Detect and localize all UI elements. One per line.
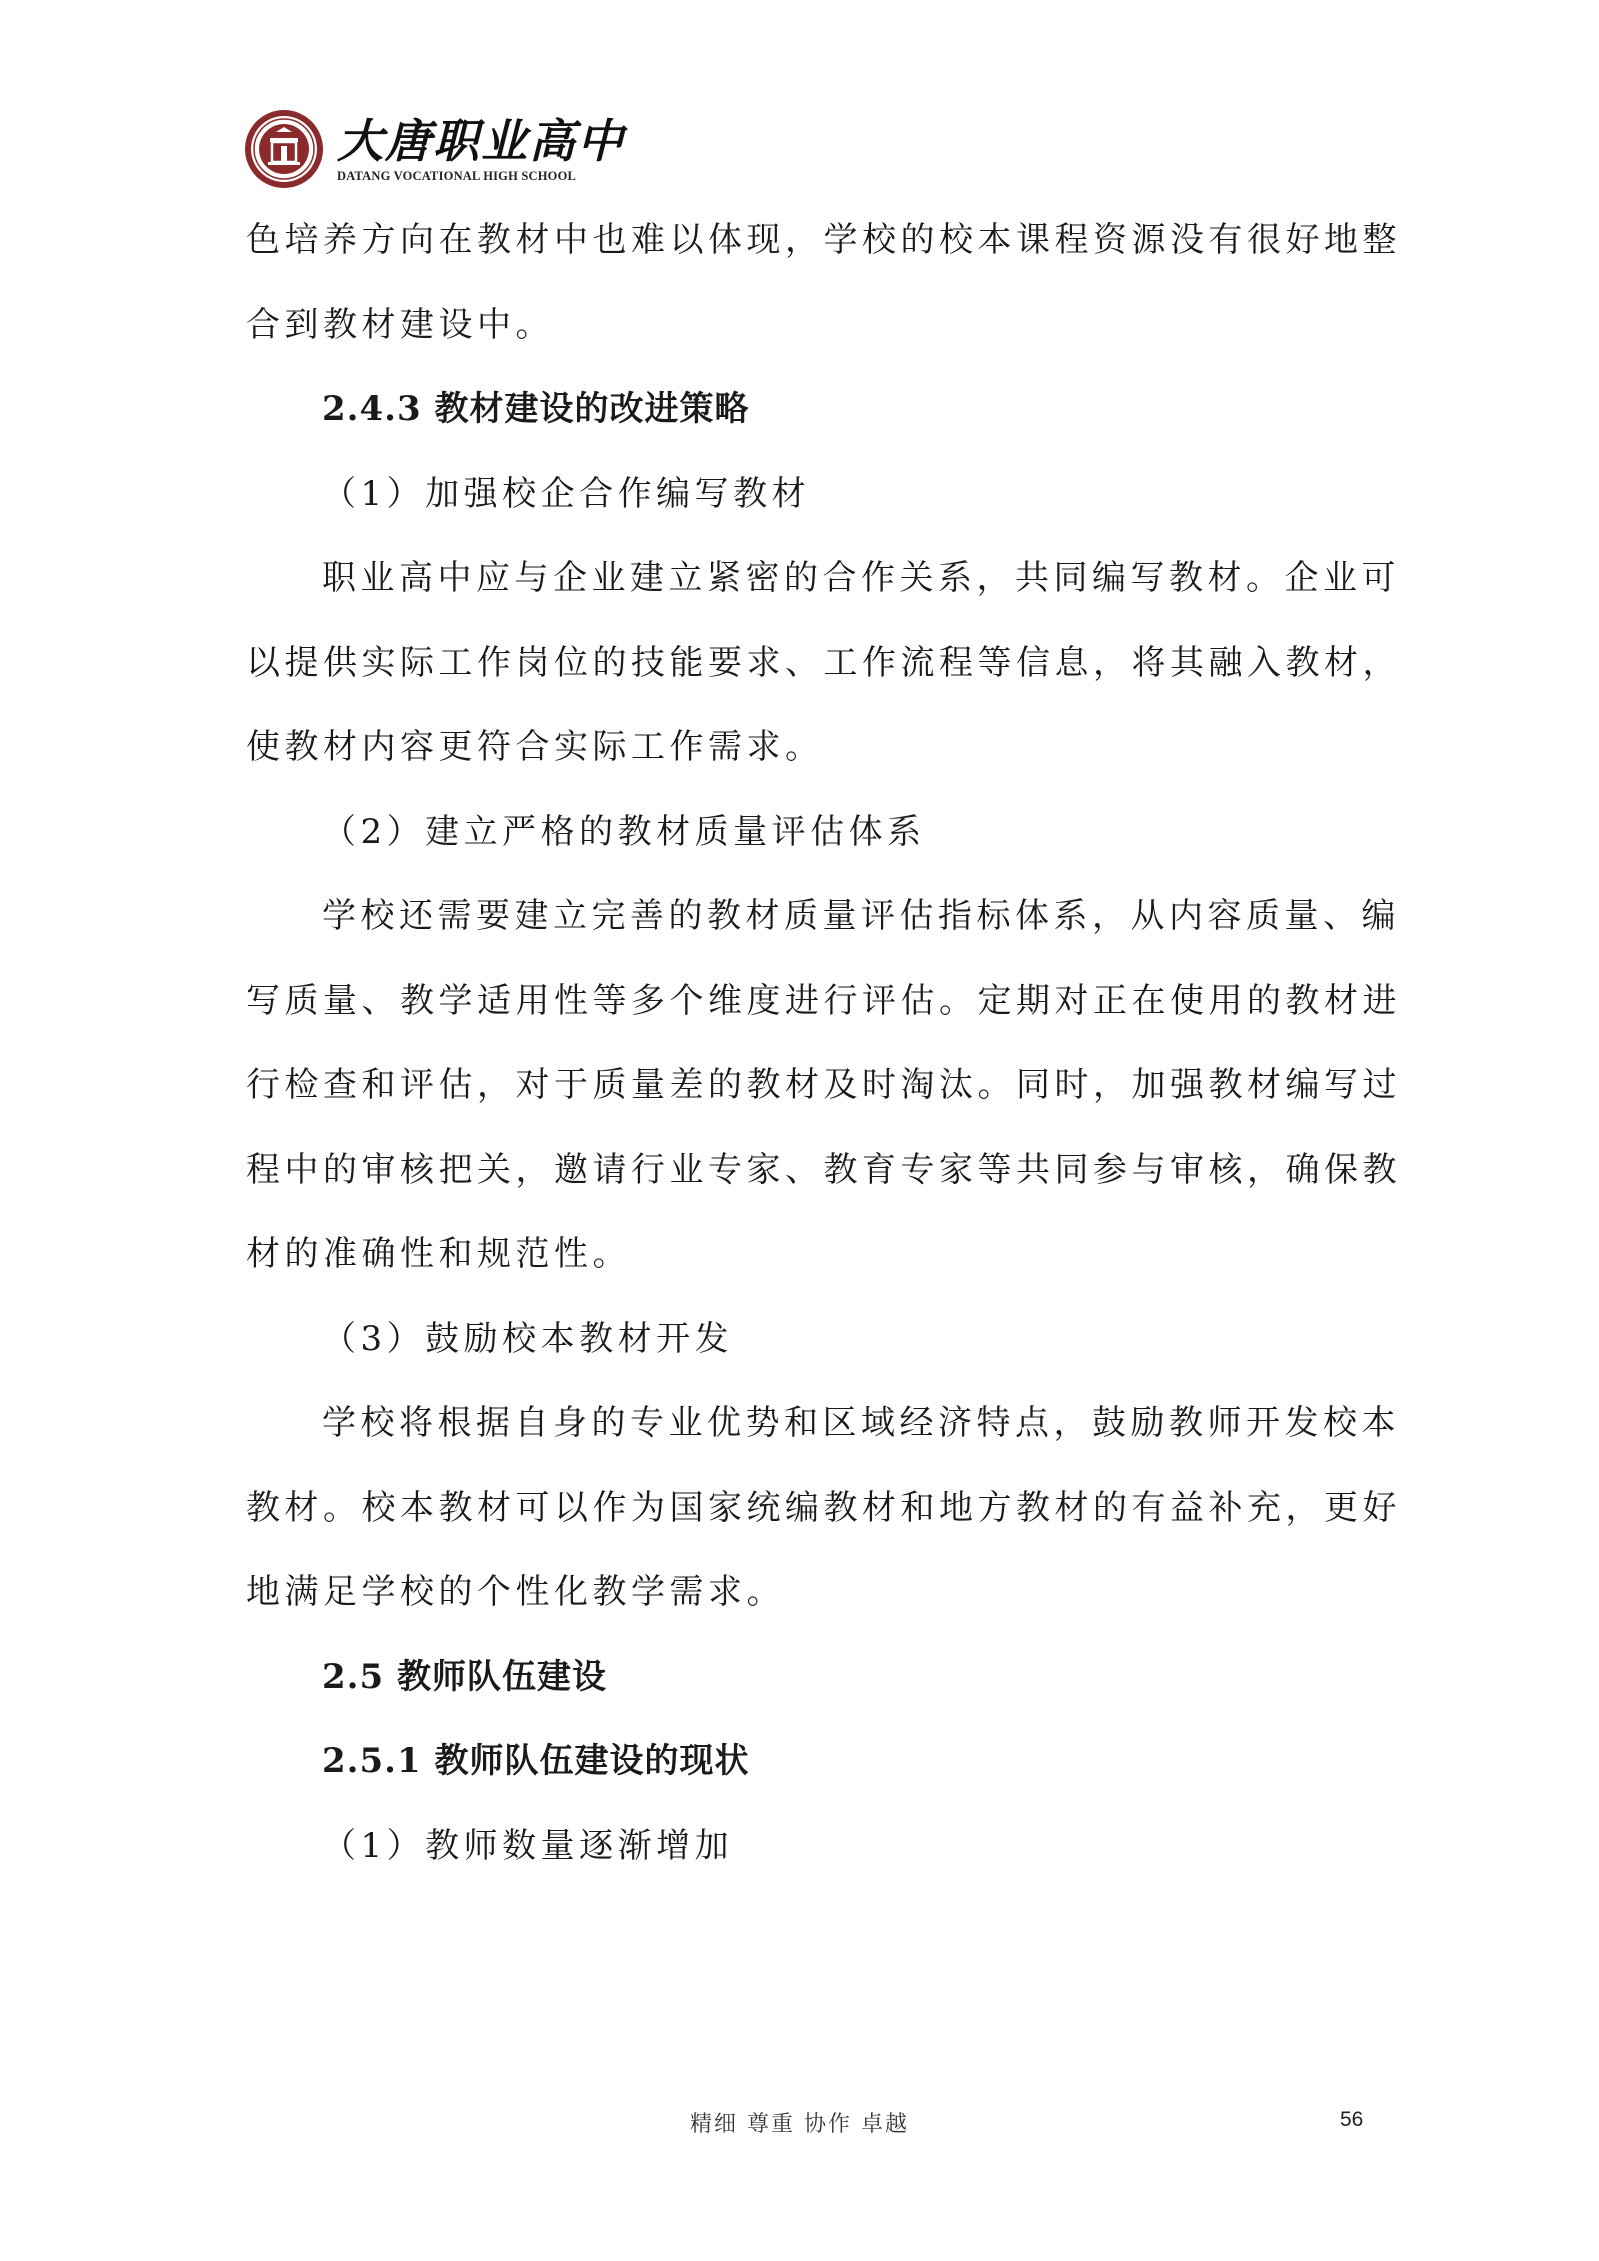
body-line: 地满足学校的个性化教学需求。 xyxy=(246,1572,785,1612)
school-name-cn: 大唐职业高中 xyxy=(337,113,625,168)
subheading-1: （1）加强校企合作编写教材 xyxy=(322,473,811,514)
section-heading-2-5-1: 2.5.1 教师队伍建设的现状 xyxy=(322,1741,750,1781)
subheading-2: （2）建立严格的教材质量评估体系 xyxy=(322,811,926,852)
school-name-en: DATANG VOCATIONAL HIGH SCHOOL xyxy=(337,168,577,183)
body-line: 材的准确性和规范性。 xyxy=(246,1234,631,1274)
page-number: 56 xyxy=(1340,2108,1364,2131)
section-heading-2-4-3: 2.4.3 教材建设的改进策略 xyxy=(322,389,750,429)
body-line: 程中的审核把关，邀请行业专家、教育专家等共同参与审核，确保教 xyxy=(246,1149,1401,1190)
body-line: 职业高中应与企业建立紧密的合作关系，共同编写教材。企业可 xyxy=(322,558,1400,598)
footer-motto: 精细 尊重 协作 卓越 xyxy=(690,2112,909,2137)
body-line: 学校将根据自身的专业优势和区域经济特点，鼓励教师开发校本 xyxy=(322,1403,1400,1443)
body-line: 使教材内容更符合实际工作需求。 xyxy=(246,727,824,767)
body-line: 以提供实际工作岗位的技能要求、工作流程等信息，将其融入教材， xyxy=(246,642,1401,683)
body-line: 写质量、教学适用性等多个维度进行评估。定期对正在使用的教材进 xyxy=(246,980,1401,1021)
subheading-4: （1）教师数量逐渐增加 xyxy=(322,1825,734,1866)
body-line: 行检查和评估，对于质量差的教材及时淘汰。同时，加强教材编写过 xyxy=(246,1065,1401,1105)
body-line: 教材。校本教材可以作为国家统编教材和地方教材的有益补充，更好 xyxy=(246,1487,1401,1528)
school-seal-icon xyxy=(243,108,325,190)
section-heading-2-5: 2.5 教师队伍建设 xyxy=(322,1656,607,1697)
body-line: 合到教材建设中。 xyxy=(246,304,554,345)
subheading-3: （3）鼓励校本教材开发 xyxy=(322,1318,734,1359)
body-line: 学校还需要建立完善的教材质量评估指标体系，从内容质量、编 xyxy=(322,896,1400,936)
document-body xyxy=(246,198,1401,1888)
school-header xyxy=(243,108,625,190)
body-line: 色培养方向在教材中也难以体现，学校的校本课程资源没有很好地整 xyxy=(246,220,1401,260)
